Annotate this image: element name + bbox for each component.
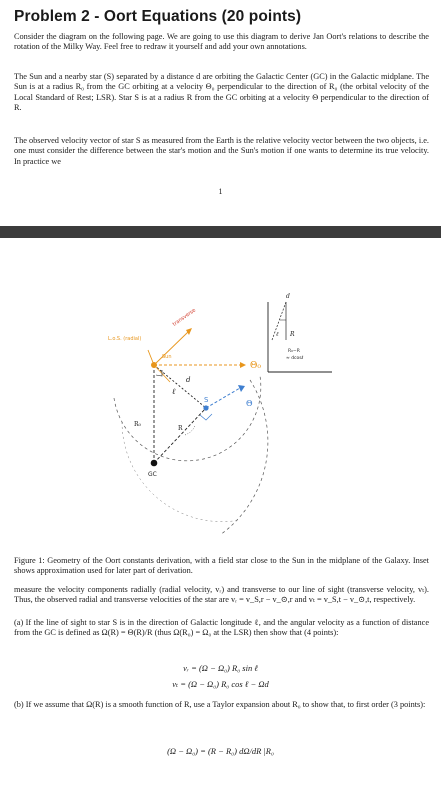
oort-geometry-figure xyxy=(100,290,340,540)
inner-arc xyxy=(122,422,240,522)
r-line xyxy=(154,408,206,463)
label-theta: Θ xyxy=(246,399,253,408)
label-sun: Sun xyxy=(162,354,172,360)
part-b-paragraph: (b) If we assume that Ω(R) is a smooth function of R, use a Taylor expansion about R₀ to show that, to first order (3 points): xyxy=(14,700,426,709)
label-transverse: transverse xyxy=(171,307,197,328)
label-los: L.o.S. (radial) xyxy=(108,336,142,342)
inset-label-d: d xyxy=(286,293,290,300)
sun-dot xyxy=(151,362,157,368)
radial-velocity-equation: vᵣ = (Ω − Ω₀) R₀ sin ℓ xyxy=(183,663,258,673)
inset-note-2: ≈ dcosℓ xyxy=(286,356,304,361)
transverse-velocity-equation: vₜ = (Ω − Ω₀) R₀ cos ℓ − Ωd xyxy=(172,679,269,689)
measure-paragraph: measure the velocity components radially (radial velocity, vᵣ) and transverse to our line of sight (transverse velocity, vₜ). Thus, the observed radial and transverse velocities of the star are vᵣ = v_S,r − v_⊙,r and vₜ = v_S,t − v_⊙,t, respectively. xyxy=(14,585,429,605)
page-1 xyxy=(0,0,441,226)
intro-paragraph: Consider the diagram on the following page. We are going to use this diagram to derive Jan Oort's relations to describe the rotation of the Milky Way. Feel free to redraw it yourself and add your own annotations. xyxy=(14,32,429,52)
page-2 xyxy=(0,238,441,791)
page-divider xyxy=(0,226,441,238)
star-s-dot xyxy=(203,405,208,410)
figure-caption: Figure 1: Geometry of the Oort constants derivation, with a field star close to the Sun in the midplane of the Galaxy. Inset shows approximation used for later part of derivation. xyxy=(14,556,429,576)
label-theta0: Θ₀ xyxy=(250,361,261,371)
inset-label-l: ℓ xyxy=(276,331,279,338)
setup-paragraph: The Sun and a nearby star (S) separated by a distance d are orbiting the Galactic Center (GC) in the Galactic midplane. The Sun is at a radius R₀ from the GC orbiting at a velocity Θ₀ perpendicular to the direction of R₀ (the orbital velocity of the Local Standard of Rest; LSR). Star S is at a radius R from the GC orbiting at a velocity Θ perpendicular to the direction of R. xyxy=(14,72,429,113)
label-s: S xyxy=(204,396,209,404)
label-r: R xyxy=(178,425,183,432)
sun-orbit-arc xyxy=(114,376,261,461)
label-gc: GC xyxy=(148,471,157,478)
part-a-paragraph: (a) If the line of sight to star S is in the direction of Galactic longitude ℓ, and the angular velocity as a function of distance from the GC is defined as Ω(R) = Θ(R)/R (thus Ω(R₀) = Ω₀ at the LSR) then show that (4 points): xyxy=(14,618,429,638)
page-number: 1 xyxy=(218,187,223,196)
gc-dot xyxy=(151,460,158,467)
inset-note-1: R₀−R xyxy=(288,349,300,354)
label-l: ℓ xyxy=(172,387,176,396)
problem-title: Problem 2 - Oort Equations (20 points) xyxy=(14,8,302,25)
outer-orbit-arc xyxy=(220,380,268,535)
label-r0: R₀ xyxy=(134,421,141,428)
taylor-expansion-equation: (Ω − Ω₀) = (R − R₀) dΩ/dR |R₀ xyxy=(167,746,274,756)
label-d: d xyxy=(186,376,191,384)
transverse-arrow xyxy=(154,332,188,365)
theta-arrow xyxy=(206,388,240,408)
velocity-paragraph: The observed velocity vector of star S as measured from the Earth is the relative velocity vector between the two objects, i.e. one must consider the difference between the star's motion and the Sun's motion if one wants to determine its true velocity. In practice we xyxy=(14,136,429,166)
inset-label-r: R xyxy=(290,331,295,338)
inset-sketch xyxy=(268,293,332,372)
